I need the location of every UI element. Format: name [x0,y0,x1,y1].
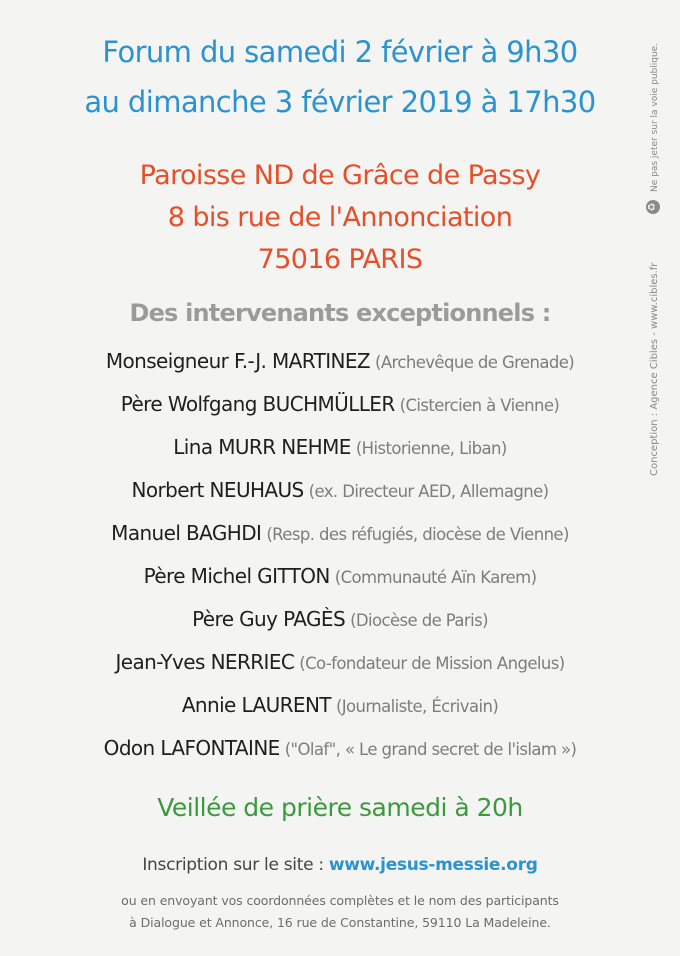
speaker-list [0,344,680,774]
venue-city: 75016 PARIS [257,244,423,275]
speaker-name: Odon LAFONTAINE [103,736,280,760]
registration-label: Inscription sur le site : [142,855,324,875]
speaker-item [0,645,680,688]
speaker-role: (Historienne, Liban) [355,439,507,458]
recycle-icon: ♻ [646,200,660,214]
speaker-role: (Resp. des réfugiés, diocèse de Vienne) [266,525,569,544]
forum-date-end: au dimanche 3 février 2019 à 17h30 [84,85,596,119]
speaker-role: (ex. Directeur AED, Allemagne) [308,482,549,501]
registration-postal-line1: ou en envoyant vos coordonnées complètes et le nom des participants [121,893,559,908]
venue-name: Paroisse ND de Grâce de Passy [139,160,541,191]
speaker-item [0,430,680,473]
speaker-item [0,516,680,559]
speaker-role: (Communauté Aïn Karem) [334,568,537,587]
speaker-role: (Journaliste, Écrivain) [335,697,499,716]
speaker-role: (Archevêque de Grenade) [375,353,575,372]
design-credit: Conception : Agence Cibles - www.cibles.fr [649,262,660,476]
side-credit-strip [648,16,662,476]
speaker-name: Père Michel GITTON [143,564,330,588]
registration-site-link[interactable]: www.jesus-messie.org [328,855,538,875]
speaker-name: Norbert NEUHAUS [131,478,304,502]
speaker-item [0,387,680,430]
vigil-announcement: Veillée de prière samedi à 20h [157,793,523,822]
speaker-role: (Diocèse de Paris) [350,611,488,630]
speaker-item [0,559,680,602]
speaker-name: Jean-Yves NERRIEC [115,650,295,674]
registration-line [0,852,680,878]
speaker-item [0,688,680,731]
registration-postal-line2: à Dialogue et Annonce, 16 rue de Constantine, 59110 La Madeleine. [129,915,551,930]
speaker-name: Lina MURR NEHME [173,435,351,459]
venue-street: 8 bis rue de l'Annonciation [167,202,513,233]
speaker-name: Monseigneur F.-J. MARTINEZ [105,349,371,373]
forum-date-start: Forum du samedi 2 février à 9h30 [102,35,578,69]
speaker-name: Père Guy PAGÈS [192,607,346,631]
speaker-name: Manuel BAGHDI [111,521,262,545]
speaker-name: Père Wolfgang BUCHMÜLLER [120,392,395,416]
speaker-item [0,602,680,645]
litter-notice: Ne pas jeter sur la voie publique. [650,42,660,192]
speaker-role: (Co-fondateur de Mission Angelus) [299,654,565,673]
speaker-item [0,473,680,516]
speaker-item [0,731,680,774]
speaker-item [0,344,680,387]
speaker-role: (Cistercien à Vienne) [399,396,560,415]
speaker-name: Annie LAURENT [181,693,331,717]
speaker-role: ("Olaf", « Le grand secret de l'islam ») [284,740,577,759]
speakers-heading: Des intervenants exceptionnels : [129,299,551,327]
